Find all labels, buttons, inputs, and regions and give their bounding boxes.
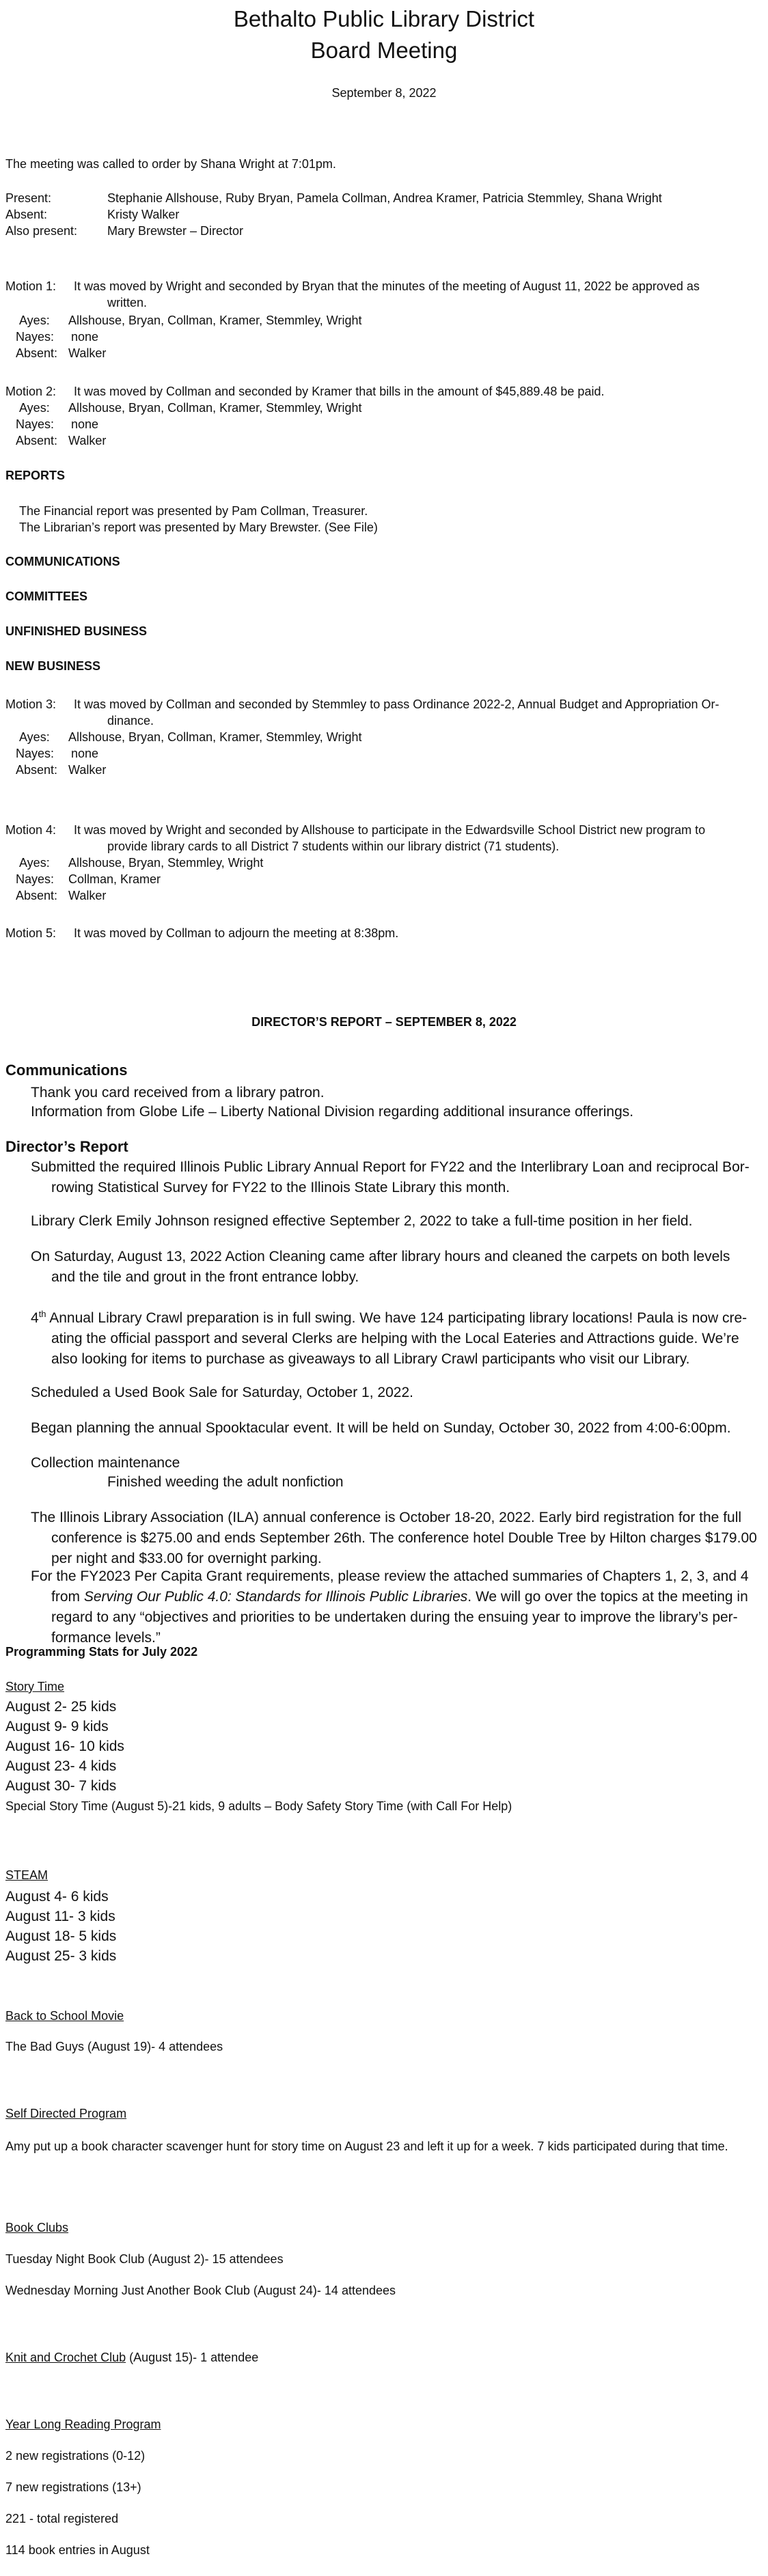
absent-value: Kristy Walker: [107, 208, 180, 221]
motion-5-text: It was moved by Collman to adjourn the meeting at 8:38pm.: [74, 926, 399, 940]
list-item: August 23- 4 kids: [5, 1758, 117, 1774]
motion-2-absent-label: Absent:: [16, 434, 58, 447]
motion-1-text-cont: written.: [107, 296, 148, 309]
grant-text-a: For the FY2023 Per Capita Grant requirements, please review the attached summaries of Chapters 1, 2, 3, and 4 from: [31, 1568, 749, 1605]
motion-2-ayes: Allshouse, Bryan, Collman, Kramer, Stemmley, Wright: [68, 401, 362, 415]
dr-paragraph-library-crawl: [31, 1304, 765, 1370]
motion-2-absent: Walker: [68, 434, 107, 447]
call-to-order: The meeting was called to order by Shana Wright at 7:01pm.: [5, 157, 336, 171]
motion-3-text-cont: dinance.: [107, 714, 154, 728]
directors-report-heading: DIRECTOR’S REPORT – SEPTEMBER 8, 2022: [251, 1015, 517, 1029]
reading-stat: 2 new registrations (0-12): [5, 2449, 146, 2463]
dr-paragraph-book-sale: Scheduled a Used Book Sale for Saturday, October 1, 2022.: [31, 1385, 413, 1400]
steam-heading: STEAM: [5, 1868, 49, 1882]
dr-paragraph-spooktacular: Began planning the annual Spooktacular event. It will be held on Sunday, October 30, 2022 from 4:00-6:00pm.: [31, 1420, 731, 1436]
motion-4-ayes: Allshouse, Bryan, Stemmley, Wright: [68, 856, 264, 870]
motion-1-label: Motion 1:: [5, 279, 57, 293]
knit-crochet-attendance: (August 15)- 1 attendee: [126, 2351, 259, 2364]
present-label: Present:: [5, 191, 52, 205]
dr-paragraph-cleaning: On Saturday, August 13, 2022 Action Cleaning came after library hours and cleaned the carpets on both levels and the tile and grout in the front entrance lobby.: [31, 1249, 730, 1285]
dr-paragraph-weeding: Finished weeding the adult nonfiction: [107, 1474, 344, 1490]
present-value: Stephanie Allshouse, Ruby Bryan, Pamela Collman, Andrea Kramer, Patricia Stemmley, Shana Wright: [107, 191, 662, 205]
motion-3-absent-label: Absent:: [16, 763, 58, 777]
special-story-time: Special Story Time (August 5)-21 kids, 9 adults – Body Safety Story Time (with Call For Help): [5, 1799, 512, 1813]
communications-heading: COMMUNICATIONS: [5, 555, 120, 568]
motion-3-ayes-label: Ayes:: [19, 730, 50, 744]
knit-crochet-heading: Knit and Crochet Club: [5, 2351, 126, 2364]
story-time-list: [5, 1697, 124, 1796]
motion-3-text: It was moved by Collman and seconded by Stemmley to pass Ordinance 2022-2, Annual Budget and Appropriation Or-: [74, 697, 719, 711]
motion-4-nayes: Collman, Kramer: [68, 872, 161, 886]
motion-2-ayes-label: Ayes:: [19, 401, 50, 415]
motion-1-absent: Walker: [68, 346, 107, 360]
dr-communication-1: Thank you card received from a library patron.: [31, 1085, 325, 1100]
reading-program-heading: Year Long Reading Program: [5, 2418, 161, 2431]
motion-2-nayes-label: Nayes:: [16, 417, 55, 431]
absent-label: Absent:: [5, 208, 48, 221]
unfinished-business-heading: UNFINISHED BUSINESS: [5, 624, 148, 638]
new-business-heading: NEW BUSINESS: [5, 659, 101, 673]
motion-3-label: Motion 3:: [5, 697, 57, 711]
motion-4-text: It was moved by Wright and seconded by Allshouse to participate in the Edwardsville School District new program to: [74, 823, 706, 837]
motion-1-ayes: Allshouse, Bryan, Collman, Kramer, Stemmley, Wright: [68, 314, 362, 327]
steam-list: [5, 1887, 116, 1966]
list-item: August 30- 7 kids: [5, 1778, 117, 1794]
motion-4-label: Motion 4:: [5, 823, 57, 837]
librarian-report: The Librarian’s report was presented by Mary Brewster. (See File): [19, 521, 378, 534]
motion-3-ayes: Allshouse, Bryan, Collman, Kramer, Stemmley, Wright: [68, 730, 362, 744]
reports-heading: REPORTS: [5, 469, 66, 482]
dr-report-heading: Director’s Report: [5, 1138, 128, 1155]
motion-4-absent: Walker: [68, 889, 107, 902]
dr-paragraph-per-capita-grant: [31, 1566, 765, 1648]
book-club-tuesday: Tuesday Night Book Club (August 2)- 15 attendees: [5, 2252, 284, 2266]
motion-1-nayes-label: Nayes:: [16, 330, 55, 344]
motion-2-label: Motion 2:: [5, 385, 57, 398]
crawl-number: 4: [31, 1310, 39, 1326]
motion-3-absent: Walker: [68, 763, 107, 777]
document-subtitle: Board Meeting: [310, 38, 458, 63]
motion-2-nayes: none: [71, 417, 99, 431]
list-item: August 18- 5 kids: [5, 1928, 117, 1944]
dr-paragraph-annual-report: Submitted the required Illinois Public Library Annual Report for FY22 and the Interlibrary Loan and reciprocal Bor-rowing Statistical Survey for FY22 to the Illinois State Library this month.: [31, 1159, 750, 1195]
dr-communications-heading: Communications: [5, 1062, 128, 1079]
self-directed-heading: Self Directed Program: [5, 2107, 127, 2120]
reading-stat: 114 book entries in August: [5, 2543, 150, 2557]
programming-stats-heading: Programming Stats for July 2022: [5, 1645, 198, 1659]
dr-paragraph-collection: Collection maintenance: [31, 1455, 180, 1471]
reading-stat: 221 - total registered: [5, 2512, 119, 2525]
motion-3-nayes: none: [71, 747, 99, 760]
story-time-heading: Story Time: [5, 1680, 65, 1693]
reading-stat: 7 new registrations (13+): [5, 2480, 141, 2494]
list-item: August 25- 3 kids: [5, 1948, 117, 1964]
knit-crochet-line: [5, 2349, 258, 2366]
list-item: August 16- 10 kids: [5, 1739, 124, 1754]
crawl-ordinal: th: [38, 1309, 46, 1319]
motion-4-text-cont: provide library cards to all District 7 students within our library district (71 students).: [107, 840, 560, 853]
list-item: August 4- 6 kids: [5, 1889, 109, 1905]
document-title: Bethalto Public Library District: [233, 6, 535, 31]
motion-4-absent-label: Absent:: [16, 889, 58, 902]
book-club-wednesday: Wednesday Morning Just Another Book Club (August 24)- 14 attendees: [5, 2284, 396, 2297]
list-item: August 2- 25 kids: [5, 1699, 117, 1715]
financial-report: The Financial report was presented by Pam Collman, Treasurer.: [19, 504, 368, 518]
book-clubs-heading: Book Clubs: [5, 2221, 69, 2234]
dr-paragraph-ila-conference: The Illinois Library Association (ILA) annual conference is October 18-20, 2022. Early bird registration for the full conference is $275.00 and ends September 26th. The conference hotel Double Tree by Hilton charges $179.00 per night and $33.00 for overnight parking.: [31, 1510, 757, 1566]
motion-1-ayes-label: Ayes:: [19, 314, 50, 327]
dr-communication-2: Information from Globe Life – Liberty National Division regarding additional insurance offerings.: [31, 1104, 634, 1120]
motion-1-absent-label: Absent:: [16, 346, 58, 360]
meeting-date: September 8, 2022: [331, 86, 437, 100]
also-present-value: Mary Brewster – Director: [107, 224, 244, 238]
motion-4-nayes-label: Nayes:: [16, 872, 55, 886]
grant-standards-title: Serving Our Public 4.0: Standards for Illinois Public Libraries: [83, 1589, 468, 1605]
grant-text-b: . We will go over the topics at the meeting in regard to any “objectives and priorities to be undertaken during the ensuing year to improve the library’s per-formance levels.”: [51, 1589, 748, 1646]
committees-heading: COMMITTEES: [5, 590, 87, 603]
movie-attendance: The Bad Guys (August 19)- 4 attendees: [5, 2040, 223, 2053]
motion-5-label: Motion 5:: [5, 926, 57, 940]
motion-1-nayes: none: [71, 330, 99, 344]
list-item: August 11- 3 kids: [5, 1909, 115, 1924]
list-item: August 9- 9 kids: [5, 1719, 109, 1734]
also-present-label: Also present:: [5, 224, 78, 238]
self-directed-text: Amy put up a book character scavenger hunt for story time on August 23 and left it up for a week. 7 kids participated during that time.: [5, 2139, 728, 2153]
motion-1-text: It was moved by Wright and seconded by Bryan that the minutes of the meeting of August 11, 2022 be approved as: [74, 279, 700, 293]
motion-4-ayes-label: Ayes:: [19, 856, 50, 870]
crawl-text: Annual Library Crawl preparation is in full swing. We have 124 participating library locations! Paula is now cre-ating the official passport and several Clerks are helping with the Local Eateries and Attractions guide. We’re also looking for items to purchase as giveaways to all Library Crawl participants who visit our Library.: [46, 1310, 748, 1367]
motion-2-text: It was moved by Collman and seconded by Kramer that bills in the amount of $45,889.48 be paid.: [74, 385, 605, 398]
movie-heading: Back to School Movie: [5, 2009, 124, 2023]
motion-3-nayes-label: Nayes:: [16, 747, 55, 760]
dr-paragraph-resignation: Library Clerk Emily Johnson resigned effective September 2, 2022 to take a full-time position in her field.: [31, 1213, 693, 1229]
